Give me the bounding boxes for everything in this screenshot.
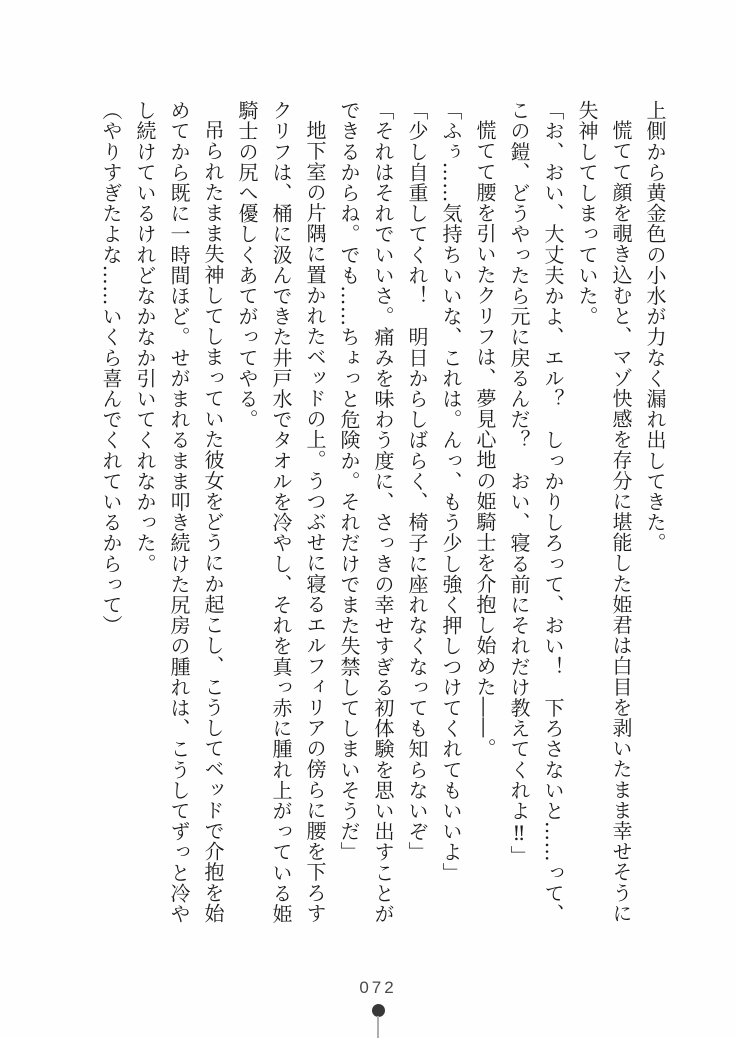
text-line: し続けているけれどなかなか引いてくれなかった。	[133, 100, 157, 574]
text-line: 「少し自重してくれ！ 明日からしばらく、椅子に座れなくなっても知らないぞ」	[405, 100, 429, 863]
text-line: この鎧、どうやったら元に戻るんだ？ おい、寝る前にそれだけ教えてくれよ‼」	[507, 100, 531, 867]
text-line: 騎士の尻へ優しくあてがってやる。	[235, 100, 259, 430]
text-line: 上側から黄金色の小水が力なく漏れ出してきた。	[643, 100, 667, 554]
text-line: 「それはそれでいいさ。痛みを味わう度に、さっきの幸せすぎる初体験を思い出すことが	[371, 100, 395, 924]
body-text	[94, 100, 672, 930]
text-line: 慌てて顔を覗き込むと、マゾ快感を存分に堪能した姫君は白目を剥いたまま幸せそうに	[609, 120, 633, 924]
text-line: 吊られたまま失神してしまっていた彼女をどうにか起こし、こうしてベッドで介抱を始	[201, 120, 225, 924]
text-line: （やりすぎたよな……いくら喜んでくれているからって）	[99, 100, 123, 636]
text-line: 失神してしまっていた。	[575, 100, 599, 327]
text-line: できるからね。でも……ちょっと危険か。それだけでまた失禁してしまいそうだ」	[337, 100, 361, 863]
footer-rule-line	[377, 1016, 379, 1038]
page-footer	[348, 978, 408, 998]
text-line: 慌てて腰を引いたクリフは、夢見心地の姫騎士を介抱し始めた――。	[473, 120, 497, 759]
text-line: 「ふぅ……気持ちいいな、これは。んっ、もう少し強く押しつけてくれてもいいよ」	[439, 100, 463, 883]
text-line: クリフは、桶に汲んできた井戸水でタオルを冷やし、それを真っ赤に腫れ上がっている姫	[269, 100, 293, 924]
page-number: 072	[359, 978, 397, 997]
text-line: 地下室の片隅に置かれたベッドの上。うつぶせに寝るエルフィリアの傍らに腰を下ろす	[303, 120, 327, 924]
text-line: めてから既に一時間ほど。せがまれるまま叩き続けた尻房の腫れは、こうしてずっと冷や	[167, 100, 191, 924]
text-line: 「お、おい、大丈夫かよ、エル？ しっかりしろって、おい！ 下ろさないと……って、	[541, 100, 565, 924]
